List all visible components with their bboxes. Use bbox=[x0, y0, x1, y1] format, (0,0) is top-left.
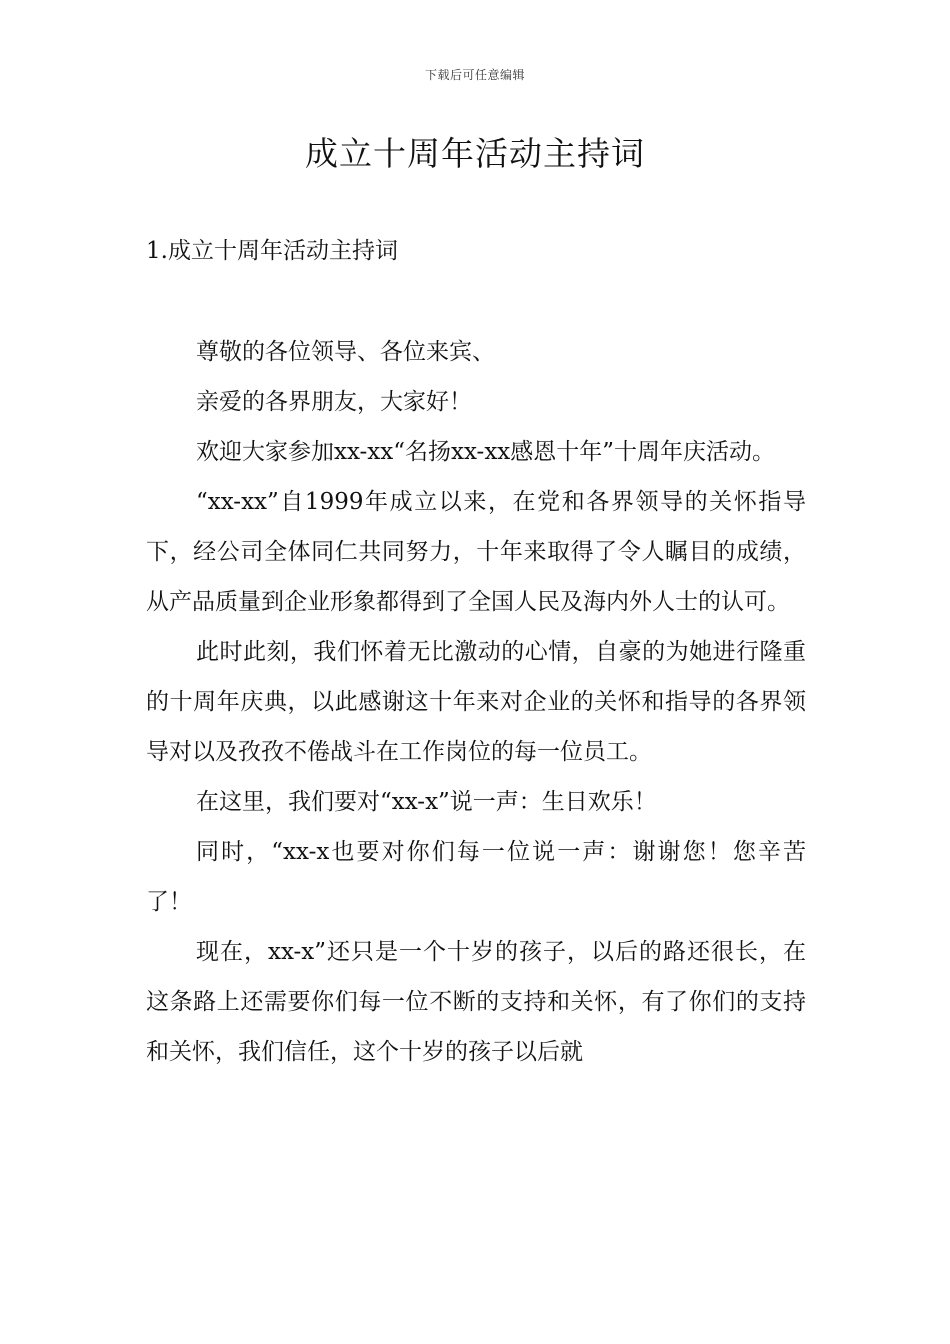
paragraph-history: “xx-xx”自1999年成立以来，在党和各界领导的关怀指导下，经公司全体同仁共同努力，十年来取得了令人瞩目的成绩，从产品质量到企业形象都得到了全国人民及海内外人士的认可。 bbox=[146, 489, 806, 615]
paragraph-thanks: 同时，“xx-x也要对你们每一位说一声：谢谢您！您辛苦了！ bbox=[146, 839, 806, 915]
section-heading: 1.成立十周年活动主持词 bbox=[146, 238, 398, 264]
paragraph-birthday: 在这里，我们要对“xx-x”说一声：生日欢乐！ bbox=[196, 789, 657, 815]
paragraph-welcome: 欢迎大家参加xx-xx“名扬xx-xx感恩十年”十周年庆活动。 bbox=[196, 439, 776, 465]
body-text bbox=[146, 327, 806, 1077]
paragraph-celebration: 此时此刻，我们怀着无比激动的心情，自豪的为她进行隆重的十周年庆典，以此感谢这十年来对企业的关怀和指导的各界领导对以及孜孜不倦战斗在工作岗位的每一位员工。 bbox=[146, 639, 806, 765]
paragraph-future: 现在，xx-x”还只是一个十岁的孩子，以后的路还很长，在这条路上还需要你们每一位不断的支持和关怀，有了你们的支持和关怀，我们信任，这个十岁的孩子以后就 bbox=[146, 939, 806, 1065]
paragraph-greeting-1: 尊敬的各位领导、各位来宾、 bbox=[196, 339, 495, 365]
paragraph-greeting-2: 亲爱的各界朋友，大家好！ bbox=[196, 389, 472, 415]
header-note: 下载后可任意编辑 bbox=[424, 68, 525, 82]
document-title: 成立十周年活动主持词 bbox=[305, 134, 645, 173]
